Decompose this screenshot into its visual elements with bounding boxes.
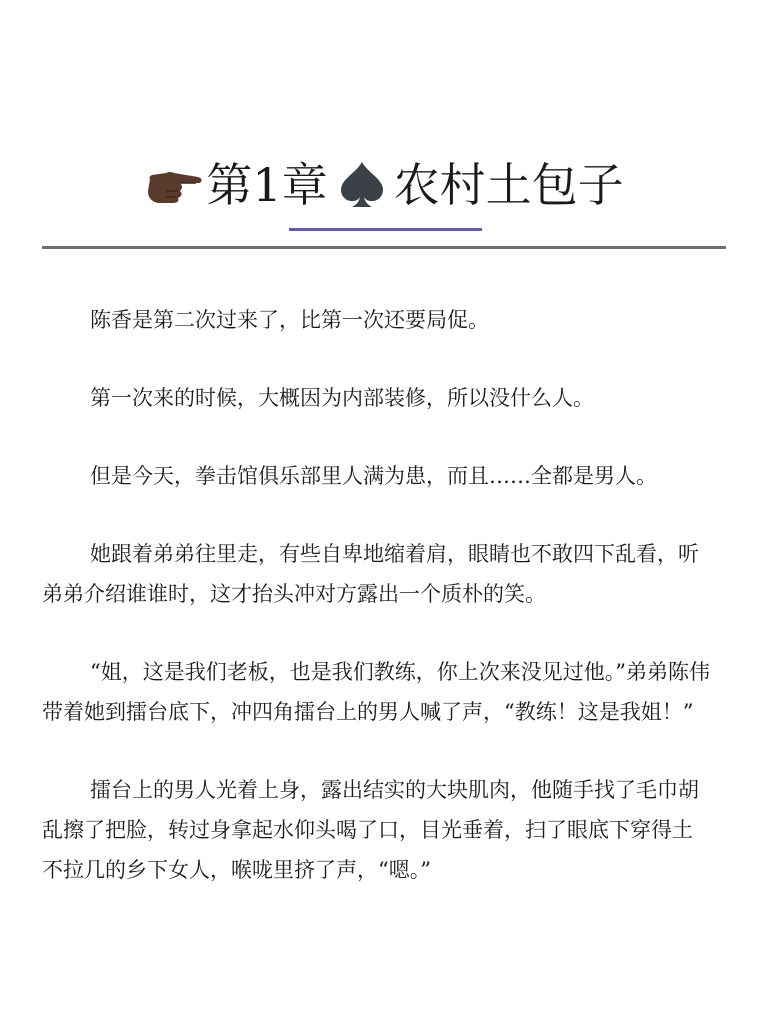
paragraph: 第一次来的时候，大概因为内部装修，所以没什么人。 bbox=[90, 386, 594, 410]
title-accent-underline bbox=[289, 228, 482, 231]
paragraph: 擂台上的男人光着上身，露出结实的大块肌肉，他随手找了毛巾胡乱擦了把脸，转过身拿起水仰头喝了口，目光垂着，扫了眼底下穿得土不拉几的乡下女人，喉咙里挤了声，“嗯。” bbox=[42, 778, 699, 882]
chapter-heading bbox=[0, 150, 768, 220]
chapter-title: 农村土包子 bbox=[393, 158, 624, 212]
paragraph: “姐，这是我们老板，也是我们教练，你上次来没见过他。”弟弟陈伟带着她到擂台底下，冲四角擂台上的男人喊了声，“教练！这是我姐！” bbox=[42, 660, 710, 724]
chapter-body bbox=[42, 300, 710, 928]
paragraph: 但是今天，拳击馆俱乐部里人满为患，而且……全都是男人。 bbox=[90, 464, 657, 488]
chapter-number: 第1章 bbox=[206, 158, 328, 212]
spade-suit-icon bbox=[336, 159, 388, 211]
pointing-hand-icon bbox=[144, 161, 204, 209]
header-divider bbox=[42, 246, 726, 249]
paragraph: 陈香是第二次过来了，比第一次还要局促。 bbox=[90, 308, 489, 332]
paragraph: 她跟着弟弟往里走，有些自卑地缩着肩，眼睛也不敢四下乱看，听弟弟介绍谁谁时，这才抬头冲对方露出一个质朴的笑。 bbox=[42, 542, 699, 606]
